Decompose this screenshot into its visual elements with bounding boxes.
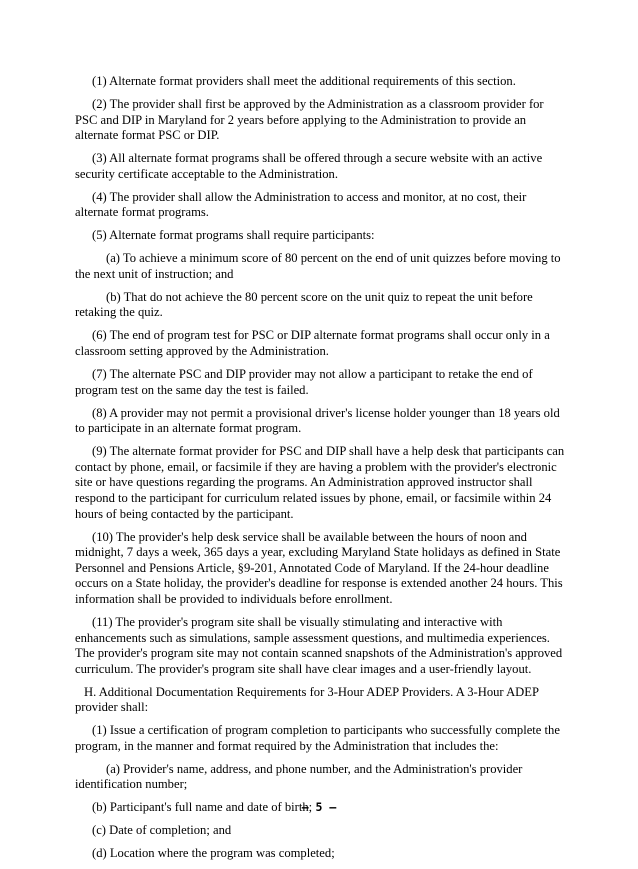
paragraph-4: (4) The provider shall allow the Administration to access and monitor, at no cost, their alternate format programs.: [75, 189, 527, 220]
paragraph-2: (2) The provider shall first be approved by the Administration as a classroom provider for PSC and DIP in Maryland for 2 years before applying to the Administration to provide an alternate format PSC or DIP.: [75, 96, 544, 143]
paragraph-5a: (a) To achieve a minimum score of 80 percent on the end of unit quizzes before moving to the next unit of instruction; and: [75, 251, 561, 281]
paragraph-6: (6) The end of program test for PSC or DIP alternate format programs shall occur only in a classroom setting approved by the Administration.: [75, 328, 550, 359]
section-h-heading: H. Additional Documentation Requirements for 3-Hour ADEP Providers. A 3-Hour ADEP provider shall:: [75, 684, 539, 715]
paragraph-5: (5) Alternate format programs shall require participants:: [92, 228, 375, 243]
paragraph-5b: (b) That do not achieve the 80 percent score on the unit quiz to repeat the unit before retaking the quiz.: [75, 289, 533, 320]
paragraph-11: (11) The provider's program site shall be visually stimulating and interactive with enhancements such as simulations, sample assessment questions, and multimedia experiences. The provider's program site may not contain scanned snapshots of the Administration's approved curriculum. The provider's program site shall have clear images and a user-friendly layout.: [75, 614, 563, 676]
paragraph-10: (10) The provider's help desk service shall be available between the hours of noon and midnight, 7 days a week, 365 days a year, excluding Maryland State holidays as defined in State Personnel and Pensions Article, §9-201, Annotated Code of Maryland. If the 24-hour deadline occurs on a State holiday, the provider's deadline for response is extended another 24 hours. This information shall be provided to individuals before enrollment.: [75, 529, 563, 606]
document-body: [75, 74, 565, 869]
paragraph-3: (3) All alternate format programs shall be offered through a secure website with an active security certificate acceptable to the Administration.: [75, 151, 543, 181]
page-number: – 5 –: [301, 800, 337, 814]
paragraph-8: (8) A provider may not permit a provisional driver's license holder younger than 18 years old to participate in an alternate format program.: [75, 405, 560, 436]
paragraph-9: (9) The alternate format provider for PSC and DIP shall have a help desk that participants can contact by phone, email, or facsimile if they are having a problem with the provider's electronic site or have questions regarding the programs. An Administration approved instructor shall respond to the participant for curriculum related issues by phone, email, or facsimile within 24 hours of being contacted by the participant.: [75, 444, 565, 521]
paragraph-h1a: (a) Provider's name, address, and phone number, and the Administration's provider identification number;: [75, 761, 523, 792]
paragraph-h1b: (b) Participant's full name and date of birth;: [92, 800, 313, 815]
paragraph-h1: (1) Issue a certification of program completion to participants who successfully complete the program, in the manner and format required by the Administration that includes the:: [75, 723, 560, 753]
paragraph-1: (1) Alternate format providers shall meet the additional requirements of this section.: [92, 74, 516, 88]
paragraph-h1d: (d) Location where the program was completed;: [92, 846, 335, 861]
paragraph-7: (7) The alternate PSC and DIP provider may not allow a participant to retake the end of program test on the same day the test is failed.: [75, 367, 533, 397]
paragraph-h1c: (c) Date of completion; and: [92, 823, 232, 838]
